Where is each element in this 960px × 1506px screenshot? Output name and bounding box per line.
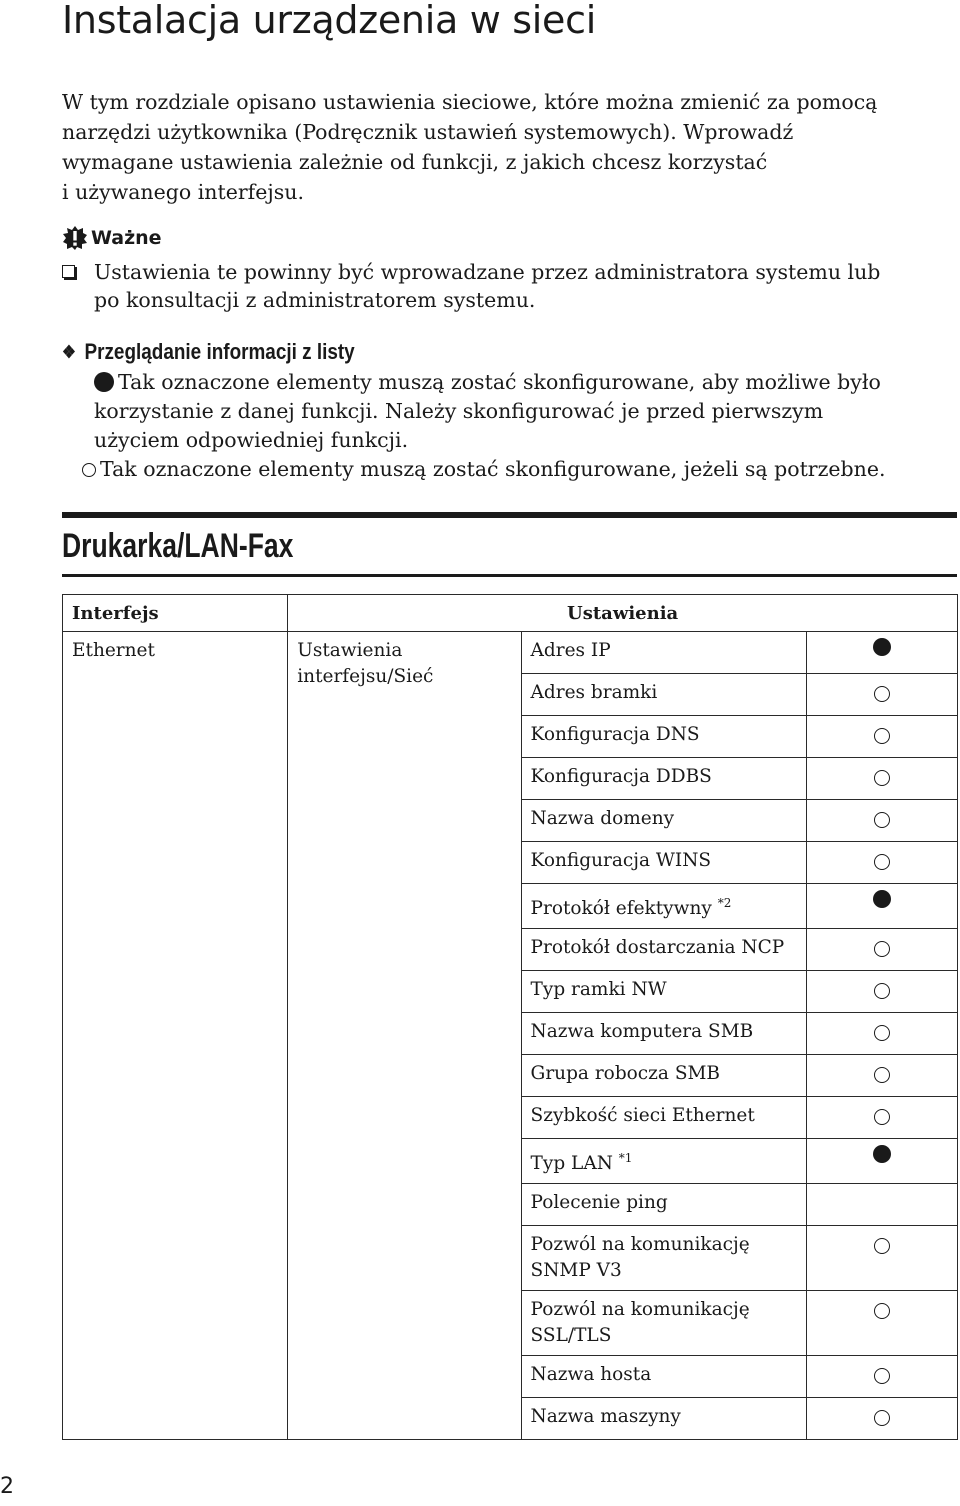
- requirement-cell: [807, 1055, 958, 1097]
- setting-name-cell: [521, 1013, 807, 1055]
- open-circle-icon: [82, 463, 96, 477]
- important-note: [62, 258, 957, 314]
- requirement-cell: [807, 1139, 958, 1184]
- settings-table: [62, 594, 958, 1440]
- legend-body: [62, 368, 958, 484]
- open-circle-icon: [874, 854, 890, 870]
- column-header: Ustawienia: [288, 595, 958, 632]
- open-circle-icon: [874, 1025, 890, 1041]
- open-circle-icon: [874, 728, 890, 744]
- requirement-cell: [807, 1291, 958, 1356]
- setting-name: Protokół dostarczania NCP: [530, 937, 785, 959]
- setting-name: Konfiguracja WINS: [530, 850, 712, 871]
- setting-name: Grupa robocza SMB: [530, 1063, 721, 1085]
- requirement-cell: [807, 632, 958, 674]
- intro-line: i używanego interfejsu.: [62, 180, 304, 204]
- requirement-cell: [807, 800, 958, 842]
- section-title: Drukarka/LAN-Fax: [62, 527, 294, 565]
- open-circle-icon: [874, 1303, 890, 1319]
- open-circle-icon: [874, 1368, 890, 1384]
- setting-name: Nazwa komputera SMB: [530, 1021, 754, 1043]
- important-icon: [62, 225, 88, 251]
- setting-name: Protokół efektywny $^{*2}$: [530, 896, 732, 920]
- open-circle-icon: [874, 1067, 890, 1083]
- requirement-cell: [807, 1097, 958, 1139]
- requirement-cell: [807, 674, 958, 716]
- intro-paragraph: [62, 87, 932, 207]
- setting-name: Typ LAN $^{*1}$: [530, 1151, 633, 1175]
- setting-name: Nazwa maszyny: [530, 1406, 681, 1428]
- settings-group-label: [288, 632, 520, 690]
- requirement-cell: [807, 929, 958, 971]
- filled-circle-icon: [873, 890, 891, 908]
- intro-line: W tym rozdziale opisano ustawienia sieciowe, które można zmienić za pomocą: [62, 90, 878, 114]
- requirement-cell: [807, 1013, 958, 1055]
- open-circle-icon: [874, 770, 890, 786]
- setting-name-cell: [521, 971, 807, 1013]
- requirement-cell: [807, 1398, 958, 1440]
- requirement-cell: [807, 842, 958, 884]
- setting-name: Pozwól na komunikację: [530, 1299, 750, 1321]
- requirement-cell: [807, 1226, 958, 1291]
- intro-line: wymagane ustawienia zależnie od funkcji, z jakich chcesz korzystać: [62, 150, 768, 174]
- legend-open-line: [62, 455, 958, 484]
- setting-name: SSL/TLS: [530, 1325, 612, 1347]
- important-heading-label: Ważne: [91, 227, 162, 249]
- setting-name-cell: [521, 800, 807, 842]
- setting-name-cell: [521, 716, 807, 758]
- setting-name-cell: [521, 632, 807, 674]
- checkbox-bullet-icon: [62, 265, 75, 278]
- filled-circle-icon: [94, 372, 114, 392]
- open-circle-icon: [874, 686, 890, 702]
- column-header: Interfejs: [63, 595, 288, 632]
- setting-name: Typ ramki NW: [530, 979, 667, 1001]
- setting-name: Nazwa hosta: [530, 1364, 652, 1386]
- interface-cell: [63, 632, 288, 1440]
- table-body: [63, 632, 958, 1440]
- setting-name-cell: [521, 1356, 807, 1398]
- footnote-ref: *2: [717, 896, 732, 910]
- requirement-cell: [807, 716, 958, 758]
- table-row: [63, 632, 958, 674]
- setting-name-cell: [521, 884, 807, 929]
- setting-name-cell: [521, 1184, 807, 1226]
- table-header-row: [63, 595, 958, 632]
- legend-filled-line: użyciem odpowiedniej funkcji.: [94, 428, 409, 452]
- filled-circle-icon: [873, 638, 891, 656]
- setting-name: Szybkość sieci Ethernet: [530, 1105, 755, 1127]
- intro-line: narzędzi użytkownika (Podręcznik ustawień systemowych). Wprowadź: [62, 120, 794, 144]
- open-circle-icon: [874, 1109, 890, 1125]
- setting-name-cell: [521, 1139, 807, 1184]
- open-circle-icon: [874, 941, 890, 957]
- page-title: Instalacja urządzenia w sieci: [62, 0, 596, 42]
- diamonds-bullet-icon: ❖: [62, 341, 76, 362]
- section-rule-bottom: [62, 574, 957, 577]
- setting-name-cell: [521, 929, 807, 971]
- setting-name-cell: [521, 842, 807, 884]
- footnote-ref: *1: [618, 1151, 633, 1166]
- legend-heading-label: Przeglądanie informacji z listy: [84, 339, 355, 364]
- open-circle-icon: [874, 983, 890, 999]
- legend-filled-line: korzystanie z danej funkcji. Należy skonfigurować je przed pierwszym: [94, 399, 824, 423]
- setting-name: Konfiguracja DNS: [530, 724, 700, 745]
- open-circle-icon: [874, 1410, 890, 1426]
- interface-label: Ethernet: [72, 640, 155, 661]
- requirement-cell: [807, 884, 958, 929]
- settings-group-line: Ustawienia: [297, 640, 403, 661]
- open-circle-icon: [874, 812, 890, 828]
- setting-name-cell: [521, 1055, 807, 1097]
- setting-name: SNMP V3: [530, 1260, 622, 1282]
- requirement-cell: [807, 971, 958, 1013]
- setting-name-cell: [521, 1226, 807, 1291]
- legend-text: Tak oznaczone elementy muszą zostać skonfigurowane, jeżeli są potrzebne.: [100, 457, 886, 481]
- setting-name-cell: [521, 1291, 807, 1356]
- setting-name: Polecenie ping: [530, 1192, 668, 1214]
- requirement-cell: [807, 758, 958, 800]
- requirement-cell: [807, 1356, 958, 1398]
- legend-heading: [62, 336, 355, 368]
- setting-name: Pozwól na komunikację: [530, 1234, 750, 1256]
- legend-text: Tak oznaczone elementy muszą zostać skonfigurowane, aby możliwe było: [118, 370, 881, 394]
- important-note-line: po konsultacji z administratorem systemu.: [94, 288, 536, 312]
- setting-name: Nazwa domeny: [530, 808, 675, 829]
- legend-filled-line: [62, 368, 958, 397]
- important-heading: [62, 224, 162, 252]
- setting-name: Adres bramki: [530, 682, 658, 703]
- setting-name-cell: [521, 1398, 807, 1440]
- requirement-cell: [807, 1184, 958, 1226]
- important-note-line: Ustawienia te powinny być wprowadzane przez administratora systemu lub: [94, 260, 881, 284]
- settings-group-cell: [288, 632, 521, 1440]
- settings-group-line: interfejsu/Sieć: [297, 666, 434, 687]
- filled-circle-icon: [873, 1145, 891, 1163]
- section-rule-top: [62, 512, 957, 518]
- setting-name: Konfiguracja DDBS: [530, 766, 712, 787]
- setting-name-cell: [521, 758, 807, 800]
- page-number: 2: [0, 1474, 14, 1499]
- setting-name-cell: [521, 674, 807, 716]
- open-circle-icon: [874, 1238, 890, 1254]
- setting-name-cell: [521, 1097, 807, 1139]
- setting-name: Adres IP: [530, 640, 611, 661]
